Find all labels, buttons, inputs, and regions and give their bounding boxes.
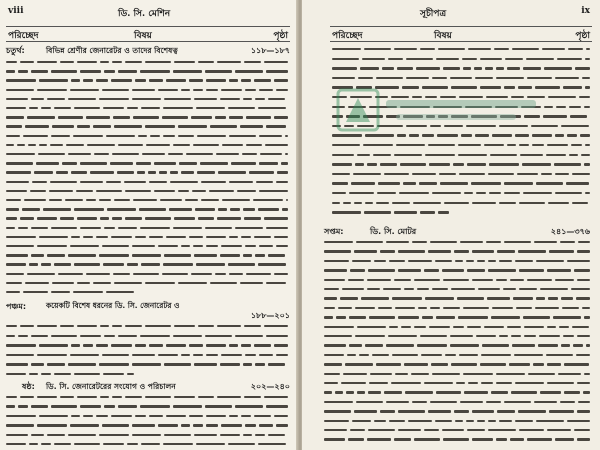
- right-page: [302, 0, 600, 450]
- entry-line: [6, 332, 290, 341]
- entry-line: [324, 370, 592, 379]
- entry-line: [324, 285, 592, 294]
- entry-line: [6, 113, 290, 122]
- entry-line: [332, 160, 592, 169]
- chapter-title: ডি. সি. মোটর: [370, 227, 417, 236]
- entry-line: [324, 313, 592, 322]
- entry-line: [332, 199, 592, 208]
- entry-line: [324, 276, 592, 285]
- entry-line: [324, 266, 592, 275]
- entry-line: [6, 150, 290, 159]
- entry-line: [324, 379, 592, 388]
- entry-line: [324, 435, 592, 444]
- entry-line: [6, 187, 290, 196]
- chapter-title: বিভিন্ন শ্রেণীর জেনারেটর ও তাদের বিশেষত্ব: [46, 46, 178, 55]
- entry-line: [6, 205, 290, 214]
- entry-line: [6, 402, 290, 411]
- entry-line: [6, 412, 290, 421]
- entry-line: [332, 170, 592, 179]
- entry-line: [332, 208, 592, 217]
- entry-line: [6, 440, 290, 449]
- entry-line: [324, 294, 592, 303]
- entry-line: [6, 214, 290, 223]
- entry-line: [6, 260, 290, 269]
- entry-line: [6, 132, 290, 141]
- chapter-pages: ২৪১—৩৭৬: [550, 227, 590, 236]
- entry-line: [324, 257, 592, 266]
- entry-line: [6, 76, 290, 85]
- entry-line: [6, 370, 290, 379]
- entry-line: [332, 45, 592, 54]
- entry-line: [6, 288, 290, 297]
- entry-line: [324, 388, 592, 397]
- entry-line: [332, 151, 592, 160]
- left-page: [0, 0, 298, 450]
- entry-line: [6, 168, 290, 177]
- entry-line: [332, 189, 592, 198]
- entry-line: [6, 141, 290, 150]
- entry-line: [324, 360, 592, 369]
- entry-line: [6, 196, 290, 205]
- entry-line: [6, 393, 290, 402]
- entry-line: [6, 360, 290, 369]
- entry-line: [6, 322, 290, 331]
- publisher-watermark-logo: [336, 82, 546, 142]
- entry-line: [6, 95, 290, 104]
- entry-line: [6, 86, 290, 95]
- entry-line: [324, 407, 592, 416]
- entry-line: [6, 122, 290, 131]
- entry-line: [6, 421, 290, 430]
- entry-line: [324, 332, 592, 341]
- chapter-pages: ১৮৮—২০১: [250, 311, 290, 320]
- running-head-right: সূচীপত্র: [420, 9, 447, 19]
- entry-line: [6, 270, 290, 279]
- chapter-title: কয়েকটি বিশেষ ধরনের ডি. সি. জেনারেটর ও: [46, 301, 180, 310]
- entry-line: [6, 251, 290, 260]
- entry-line: [6, 233, 290, 242]
- entry-line: [324, 341, 592, 350]
- entry-line: [6, 178, 290, 187]
- page-number-right: ix: [581, 6, 590, 16]
- entry-line: [6, 159, 290, 168]
- header-page: পৃষ্ঠা: [273, 31, 288, 41]
- entry-line: [332, 179, 592, 188]
- entry-line: [324, 351, 592, 360]
- header-subject: বিষয়: [134, 31, 152, 41]
- entry-line: [6, 341, 290, 350]
- entry-line: [6, 104, 290, 113]
- chapter-label: ষষ্ঠ:: [22, 382, 35, 391]
- page-number-left: viii: [8, 6, 24, 16]
- entry-line: [6, 431, 290, 440]
- entry-line: [6, 279, 290, 288]
- entry-line: [6, 242, 290, 251]
- entry-line: [324, 417, 592, 426]
- entry-line: [6, 58, 290, 67]
- chapter-title: ডি. সি. জেনারেটরের সংযোগ ও পরিচালন: [46, 382, 176, 391]
- header-page: পৃষ্ঠা: [575, 31, 590, 41]
- header-chapter: পরিচ্ছেদ: [332, 31, 363, 41]
- chapter-label: চতুর্থ:: [6, 46, 25, 55]
- entry-line: [324, 398, 592, 407]
- chapter-pages: ১১৮—১৮৭: [250, 46, 290, 55]
- toc-header-right: [330, 26, 592, 42]
- header-subject: বিষয়: [434, 31, 452, 41]
- header-chapter: পরিচ্ছেদ: [8, 31, 39, 41]
- entry-line: [324, 426, 592, 435]
- entry-line: [332, 141, 592, 150]
- chapter-pages: ২০২—২৪০: [250, 382, 290, 391]
- entry-line: [332, 64, 592, 73]
- chapter-label: সপ্তম:: [324, 227, 344, 236]
- entry-line: [332, 55, 592, 64]
- entry-line: [324, 238, 592, 247]
- entry-line: [324, 247, 592, 256]
- toc-header-left: [6, 26, 290, 42]
- running-head-left: ডি. সি. মেশিন: [118, 9, 171, 19]
- entry-line: [6, 351, 290, 360]
- entry-line: [324, 323, 592, 332]
- chapter-label: পঞ্চম:: [6, 302, 27, 311]
- entry-line: [6, 67, 290, 76]
- entry-line: [6, 224, 290, 233]
- entry-line: [324, 304, 592, 313]
